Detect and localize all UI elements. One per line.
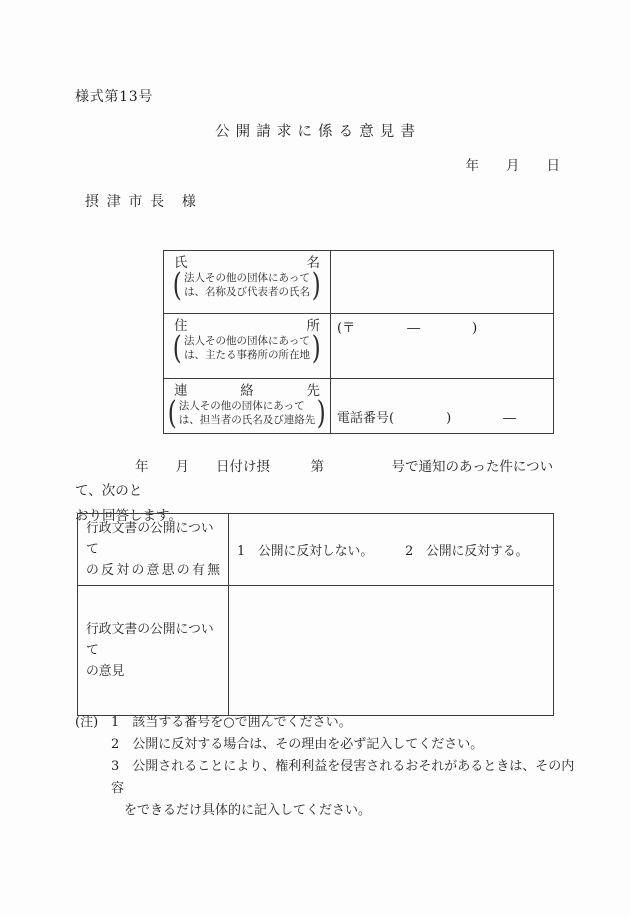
- phone-input-area[interactable]: 電話番号( ) ―: [331, 379, 554, 434]
- addressee-name: 摂津市長: [85, 194, 172, 210]
- footnote-label: (注): [75, 715, 99, 730]
- footnote-line: [75, 800, 575, 822]
- addressee-line: [85, 191, 196, 211]
- contact-note: ( 法人その他の団体にあって は、担当者の氏名及び連絡先 ): [167, 395, 327, 432]
- document-title: 公開請求に係る意見書: [215, 124, 421, 140]
- footnote-item-3-continued: をできるだけ具体的に記入してください。: [111, 803, 372, 819]
- address-label: 住 所: [174, 318, 320, 334]
- date-line: 年 月 日: [465, 158, 560, 174]
- close-bracket-glyph: ): [311, 267, 321, 304]
- name-label: 氏 名: [174, 255, 320, 271]
- name-label-cell: [164, 251, 331, 314]
- applicant-table: [163, 250, 554, 434]
- open-bracket-glyph: (: [173, 330, 183, 367]
- reply-statement-line1: 年 月 日付け摂 第 号で通知のあった件について、次のと: [75, 459, 554, 500]
- reply-statement-line2: おり回答します。: [75, 507, 182, 524]
- footnote-item-2: 2 公開に反対する場合は、その理由を必ず記入してください。: [111, 737, 484, 753]
- address-note: ( 法人その他の団体にあって は、主たる事務所の所在地 ): [173, 330, 321, 367]
- table-row-address: [164, 314, 554, 379]
- close-bracket-glyph: ): [311, 330, 321, 367]
- objection-label-line2: の反対の意思の有無: [86, 563, 220, 579]
- address-input-area[interactable]: (〒 ― ): [331, 314, 554, 379]
- contact-label: 連 絡 先: [174, 383, 320, 399]
- contact-label-cell: [164, 379, 331, 434]
- footnote-item-3: 3 公開されることにより、権利利益を侵害されるおそれがあるときは、その内容: [111, 759, 575, 797]
- form-number: 様式第13号: [75, 89, 154, 105]
- name-input-area[interactable]: [331, 251, 554, 314]
- close-bracket-glyph: ): [317, 395, 327, 432]
- objection-label-line1: 行政文書の公開について: [86, 521, 214, 558]
- opinion-input-area[interactable]: [229, 586, 554, 716]
- footnote-line: [75, 712, 575, 734]
- footnote-line: [75, 734, 575, 756]
- footnote-line: [75, 756, 575, 800]
- table-row-contact: [164, 379, 554, 434]
- footnote-item-1: 1 該当する番号を○で囲んでください。: [111, 715, 352, 730]
- open-bracket-glyph: (: [173, 267, 183, 304]
- table-row-name: [164, 251, 554, 314]
- addressee-honorific: 様: [181, 194, 196, 210]
- objection-options[interactable]: 1 公開に反対しない。 2 公開に反対する。: [229, 514, 554, 586]
- address-label-cell: [164, 314, 331, 379]
- table-row-opinion: [78, 586, 554, 716]
- name-note: ( 法人その他の団体にあって は、名称及び代表者の氏名 ): [173, 267, 321, 304]
- opinion-table: [77, 513, 554, 716]
- opinion-label-line1: 行政文書の公開について: [86, 622, 214, 659]
- open-bracket-glyph: (: [167, 395, 177, 432]
- objection-choice-label-cell: [78, 514, 229, 586]
- footnotes: [75, 712, 575, 822]
- opinion-label-cell: [78, 586, 229, 716]
- table-row-objection-choice: [78, 514, 554, 586]
- opinion-label-line2: の意見: [86, 664, 125, 680]
